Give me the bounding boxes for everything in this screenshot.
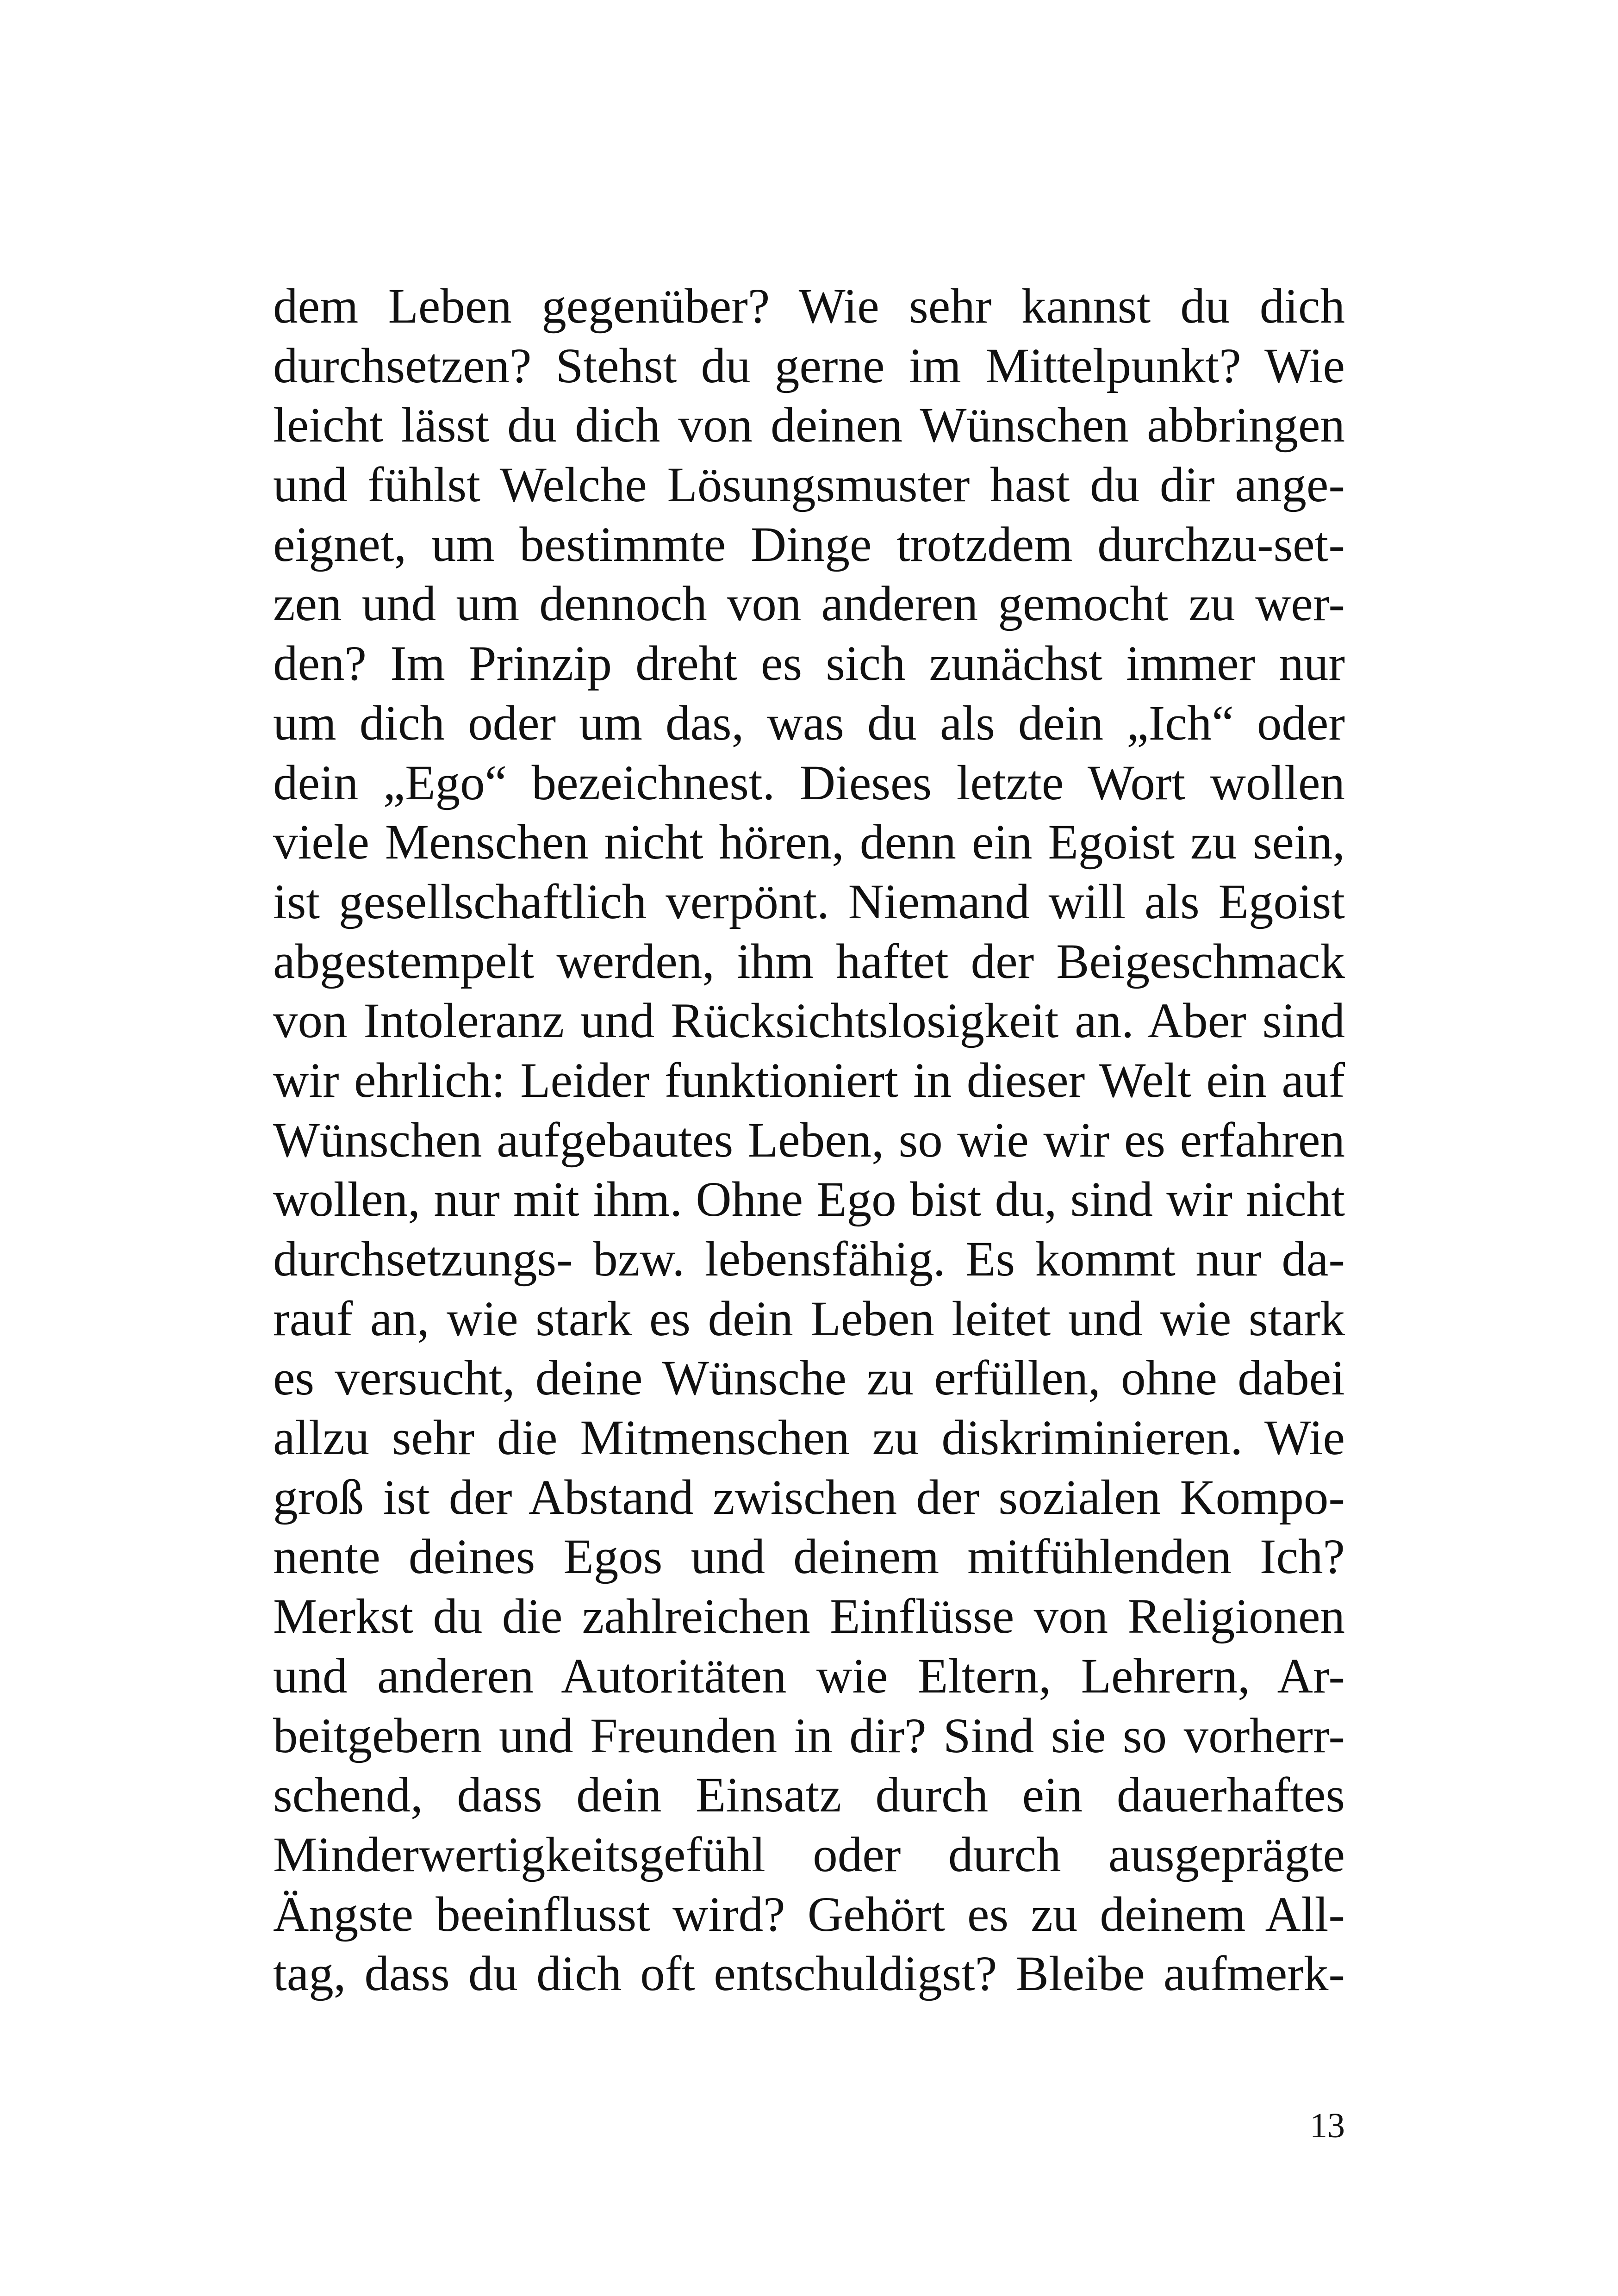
text-line-24: und anderen Autoritäten wie Eltern, Lehrern, Ar- (273, 1649, 1345, 1704)
text-line-18: rauf an, wie stark es dein Leben leitet und wie stark (273, 1291, 1345, 1346)
text-line-9: dein „Ego“ bezeichnest. Dieses letzte Wort wollen (273, 755, 1345, 810)
text-line-23: Merkst du die zahlreichen Einflüsse von Religionen (273, 1589, 1345, 1644)
text-line-7: den? Im Prinzip dreht es sich zunächst immer nur (273, 636, 1345, 691)
text-line-3: leicht lässt du dich von deinen Wünschen abbringen (273, 398, 1345, 453)
text-line-10: viele Menschen nicht hören, denn ein Egoist zu sein, (273, 815, 1345, 870)
text-line-5: eignet, um bestimmte Dinge trotzdem durchzu-set- (273, 517, 1345, 572)
text-line-19: es versucht, deine Wünsche zu erfüllen, ohne dabei (273, 1351, 1345, 1406)
body-text (273, 277, 1345, 2004)
text-line-4: und fühlst Welche Lösungsmuster hast du dir ange- (273, 458, 1345, 513)
text-line-27: Minderwertigkeitsgefühl oder durch ausgeprägte (273, 1827, 1345, 1882)
text-line-2: durchsetzen? Stehst du gerne im Mittelpunkt? Wie (273, 338, 1345, 393)
text-line-29: tag, dass du dich oft entschuldigst? Bleibe aufmerk- (273, 1947, 1345, 2002)
text-line-12: abgestempelt werden, ihm haftet der Beigeschmack (273, 934, 1345, 989)
text-line-1: dem Leben gegenüber? Wie sehr kannst du dich (273, 279, 1345, 334)
text-line-8: um dich oder um das, was du als dein „Ich“ oder (273, 696, 1345, 751)
text-line-28: Ängste beeinflusst wird? Gehört es zu deinem All- (273, 1887, 1345, 1942)
text-line-15: Wünschen aufgebautes Leben, so wie wir es erfahren (273, 1113, 1345, 1168)
text-line-11: ist gesellschaftlich verpönt. Niemand will als Egoist (273, 874, 1345, 929)
text-line-25: beitgebern und Freunden in dir? Sind sie so vorherr- (273, 1708, 1345, 1763)
text-line-20: allzu sehr die Mitmenschen zu diskriminieren. Wie (273, 1411, 1345, 1466)
text-line-21: groß ist der Abstand zwischen der sozialen Kompo- (273, 1470, 1345, 1525)
text-line-22: nente deines Egos und deinem mitfühlenden Ich? (273, 1530, 1345, 1585)
text-line-26: schend, dass dein Einsatz durch ein dauerhaftes (273, 1768, 1345, 1823)
text-line-16: wollen, nur mit ihm. Ohne Ego bist du, sind wir nicht (273, 1172, 1345, 1227)
text-line-14: wir ehrlich: Leider funktioniert in dieser Welt ein auf (273, 1053, 1345, 1108)
page-number: 13 (1310, 2106, 1345, 2145)
text-line-6: zen und um dennoch von anderen gemocht zu wer- (273, 577, 1345, 632)
text-line-17: durchsetzungs- bzw. lebensfähig. Es kommt nur da- (273, 1232, 1345, 1287)
text-line-13: von Intoleranz und Rücksichtslosigkeit an. Aber sind (273, 994, 1345, 1049)
